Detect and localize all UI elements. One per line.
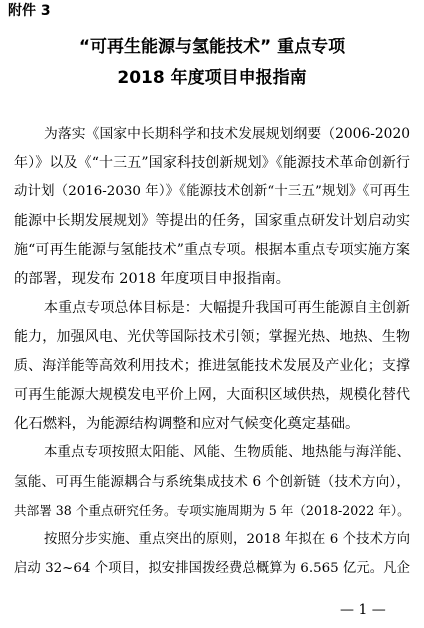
title-line-1: “可再生能源与氢能技术” 重点专项 (78, 37, 346, 57)
paragraph-2-line: 能力，加强风电、光伏等国际技术引领；掌握光热、地热、生物 (14, 329, 410, 345)
paragraph-1-line: 的部署，现发布 2018 年度项目申报指南。 (14, 271, 291, 287)
paragraph-1-line: 为落实《国家中长期科学和技术发展规划纲要（2006-2020 (44, 126, 410, 142)
paragraph-2-line: 本重点专项总体目标是：大幅提升我国可再生能源自主创新 (44, 300, 410, 316)
paragraph-3-line: 本重点专项按照太阳能、风能、生物质能、地热能与海洋能、 (44, 445, 410, 460)
paragraph-4-line: 启动 32~64 个项目，拟安排国拨经费总概算为 6.565 亿元。凡企 (14, 561, 410, 576)
paragraph-3-line: 共部署 38 个重点研究任务。专项实施周期为 5 年（2018-2022 年）。 (14, 503, 410, 518)
paragraph-1-line: 动计划（2016-2030 年）》《能源技术创新“十三五”规划》《可再生 (14, 184, 410, 199)
paragraph-2-line: 质、海洋能等高效利用技术；推进氢能技术发展及产业化；支撑 (14, 358, 410, 374)
paragraph-2-line: 可再生能源大规模发电平价上网，大面积区域供热，规模化替代 (14, 387, 410, 403)
paragraph-3-line: 氢能、可再生能源耦合与系统集成技术 6 个创新链（技术方向）， (14, 474, 410, 490)
paragraph-4-line: 按照分步实施、重点突出的原则，2018 年拟在 6 个技术方向 (44, 532, 410, 547)
paragraph-1-line: 年）》以及《“十三五”国家科技创新规划》《能源技术革命创新行 (14, 155, 410, 171)
page-number: — 1 — (340, 602, 386, 618)
annex-label: 附件 3 (8, 3, 51, 19)
paragraph-2-line: 化石燃料，为能源结构调整和应对气候变化奠定基础。 (14, 416, 360, 432)
paragraph-1-line: 施“可再生能源与氢能技术”重点专项。根据本重点专项实施方案 (14, 242, 410, 258)
paragraph-1-line: 能源中长期发展规划》等提出的任务，国家重点研发计划启动实 (14, 213, 410, 229)
title-line-2: 2018 年度项目申报指南 (117, 68, 307, 88)
